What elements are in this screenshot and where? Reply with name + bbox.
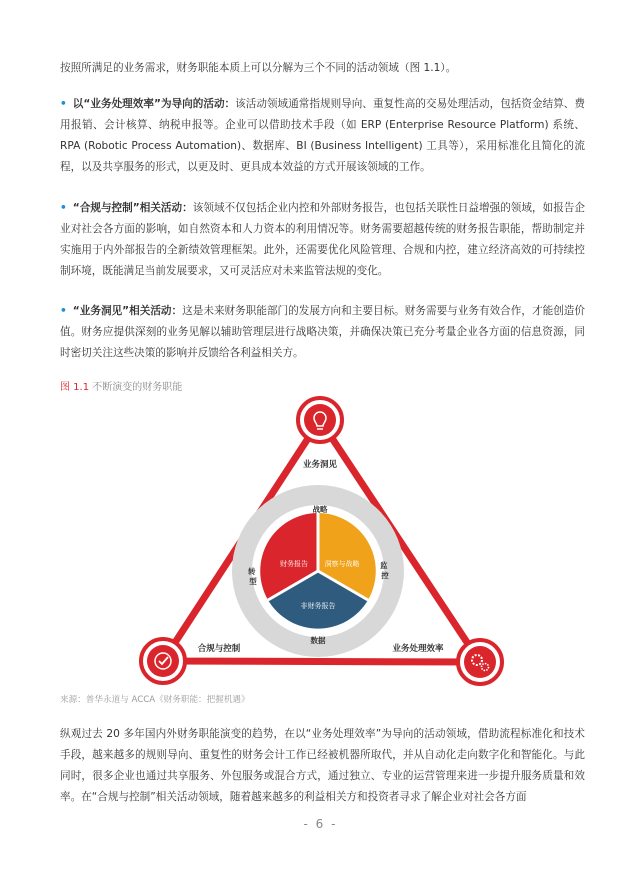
figure-source: 来源：普华永道与 ACCA《财务职能：把握机遇》: [60, 695, 250, 705]
bullet-lead: “业务洞见”相关活动：: [72, 305, 183, 317]
corner-label-compliance: 合规与控制: [197, 644, 241, 654]
bullet-text: 这是未来财务职能部门的发展方向和主要目标。财务需要与业务有效合作，才能创造价值。财务应提供深刻的业务见解以辅助管理层进行战略决策，并确保决策已充分考量企业各方面的信息资源，同时密切关注这些决策的影响并反馈给各利益相关方。: [60, 305, 585, 359]
gears-icon: [458, 640, 502, 684]
bullet-compliance: [60, 198, 585, 282]
ring-label-transform-1: 转: [247, 567, 256, 576]
finance-function-diagram: [0, 390, 641, 690]
lightbulb-icon: [298, 398, 342, 442]
segment-label-nonfinancial: 非财务报告: [300, 602, 336, 610]
page-number: - 6 -: [303, 817, 338, 831]
ring-label-strategy: 战略: [312, 505, 328, 514]
bullet-lead: 以“业务处理效率”为导向的活动：: [72, 98, 236, 110]
ring-label-monitor-2: 控: [381, 571, 389, 580]
corner-label-efficiency: 业务处理效率: [392, 644, 444, 654]
bullet-efficiency: [60, 94, 585, 178]
segment-label-insight: 洞察与战略: [324, 560, 360, 568]
bullet-dot-icon: •: [60, 98, 67, 110]
segment-label-financial: 财务报告: [280, 560, 308, 568]
closing-paragraph: 纵观过去 20 多年国内外财务职能演变的趋势，在以“业务处理效率”为导向的活动领域，借助流程标准化和技术手段，越来越多的规则导向、重复性的财务会计工作已经被机器所取代，并从自动化走向数字化和智能化。与此同时，很多企业也通过共享服务、外包服务或混合方式，通过独立、专业的运营管理来进一步提升服务质量和效率。在“合规与控制”相关活动领域，随着越来越多的利益相关方和投资者寻求了解企业对社会各方面: [60, 728, 585, 803]
bullet-insight: [60, 301, 585, 364]
figure-title: 不断演变的财务职能: [92, 382, 183, 393]
ring-label-monitor-1: 监: [379, 561, 388, 570]
corner-label-insight: 业务洞见: [302, 460, 338, 470]
center-segments: [260, 513, 376, 629]
intro-paragraph: 按照所满足的业务需求，财务职能本质上可以分解为三个不同的活动领域（图 1.1）。: [60, 62, 457, 74]
bullet-dot-icon: •: [60, 202, 67, 214]
ring-label-data: 数据: [310, 636, 326, 645]
figure-number: 图 1.1: [60, 382, 90, 393]
bullet-text: 该活动领域通常指规则导向、重复性高的交易处理活动，包括资金结算、费用报销、会计核算、纳税申报等。企业可以借助技术手段（如 ERP (Enterprise Resource Platform) 系统、RPA (Robotic Process Automation)、数据库、BI (Business Intelligent) 工具等），采用标准化且简化的流程，以及共享服务的形式，以更及时、更具成本效益的方式开展该领域的工作。: [60, 98, 585, 173]
bullet-dot-icon: •: [60, 305, 67, 317]
bullet-text: 该领域不仅包括企业内控和外部财务报告，也包括关联性日益增强的领域，如报告企业对社会各方面的影响，如自然资本和人力资本的利用情况等。财务需要超越传统的财务报告职能，帮助制定并实施用于内外部报告的全新绩效管理框架。此外，还需要优化风险管理、合规和内控，建立经济高效的可持续控制环境，既能满足当前发展要求，又可灵活应对未来监管法规的变化。: [60, 202, 585, 277]
ring-label-transform-2: 型: [249, 577, 257, 586]
bullet-lead: “合规与控制”相关活动：: [72, 202, 193, 214]
check-icon: [141, 639, 185, 683]
